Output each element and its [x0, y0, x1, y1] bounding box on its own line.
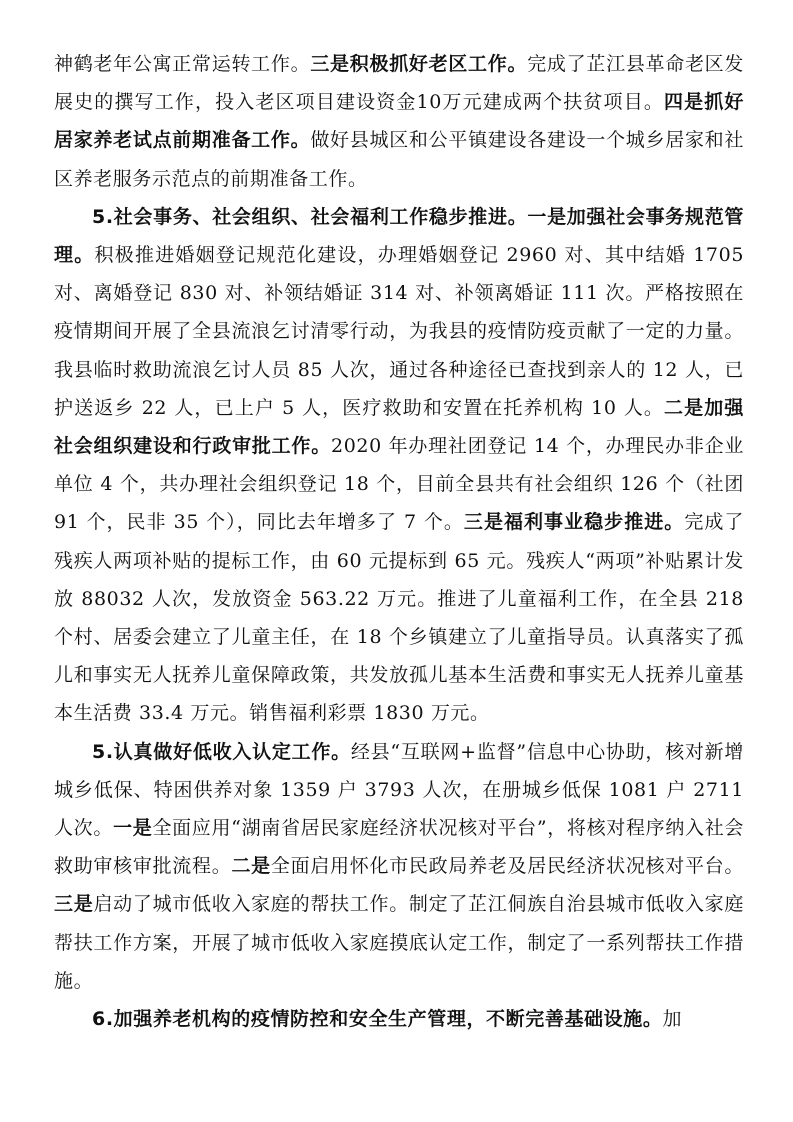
- bold-heading-run: 5.认真做好低收入认定工作。: [92, 740, 351, 763]
- bold-heading-run: 二是: [231, 855, 271, 878]
- paragraph: [54, 45, 744, 198]
- bold-heading-run: 6.加强养老机构的疫情防控和安全生产管理，不断完善基础设施。: [92, 1008, 663, 1031]
- body-text-run: 完成了残疾人两项补贴的提标工作，由 60 元提标到 65 元。残疾人“两项”补贴累计发放 88032 人次，发放资金 563.22 万元。推进了儿童福利工作，在全县 218 个村、居委会建立了儿童主任，在 18 个乡镇建立了儿童指导员。认真落实了孤儿和事实无人抚养儿童保障政策，共发放孤儿基本生活费和事实无人抚养儿童基本生活费 33.4 万元。销售福利彩票 1830 万元。: [54, 511, 744, 725]
- document-page: [54, 45, 744, 1038]
- paragraph: [54, 198, 744, 733]
- body-text-run: 启动了城市低收入家庭的帮扶工作。制定了芷江侗族自治县城市低收入家庭帮扶工作方案，开展了城市低收入家庭摸底认定工作，制定了一系列帮扶工作措施。: [54, 893, 744, 992]
- body-text-run: 加: [662, 1008, 683, 1031]
- paragraph: [54, 733, 744, 1000]
- body-text-run: 2020 年办理社团登记 14 个，办理民办非企业单位 4 个，共办理社会组织登记 18 个，目前全县共有社会组织 126 个（社团 91 个，民非 35 个），同比去年增多了 7 个。: [54, 435, 744, 534]
- body-text-run: 全面启用怀化市民政局养老及居民经济状况核对平台。: [270, 855, 745, 878]
- paragraph: [54, 1000, 744, 1038]
- body-text-run: 积极推进婚姻登记规范化建设，办理婚姻登记 2960 对、其中结婚 1705 对、离婚登记 830 对、补领结婚证 314 对、补领离婚证 111 次。严格按照在疫情期间开展了全县流浪乞讨清零行动，为我县的疫情防疫贡献了一定的力量。我县临时救助流浪乞讨人员 85 人次，通过各种途径已查找到亲人的 12 人，已护送返乡 22 人，已上户 5 人，医疗救助和安置在托养机构 10 人。: [54, 244, 745, 419]
- body-text-run: 完成了芷江县革命老区发展史的撰写工作，投入老区项目建设资金10万元建成两个扶贫项目。: [54, 53, 744, 114]
- body-text-run: 神鹤老年公寓正常运转工作。: [54, 53, 311, 75]
- body-text-run: 做好县城区和公平镇建设各建设一个城乡居家和社区养老服务示范点的前期准备工作。: [54, 129, 744, 190]
- bold-heading-run: 三是: [54, 893, 94, 916]
- bold-heading-run: 四是抓好居家养老试点前期准备工作。: [54, 91, 745, 152]
- bold-heading-run: 三是福利事业稳步推进。: [463, 511, 685, 534]
- bold-heading-run: 二是加强社会组织建设和行政审批工作。: [54, 396, 745, 458]
- body-text-run: 经县“互联网+监督”信息中心协助，核对新增城乡低保、特困供养对象 1359 户 3793 人次，在册城乡低保 1081 户 2711 人次。: [54, 740, 744, 840]
- body-text-run: 全面应用“湖南省居民家庭经济状况核对平台”，将核对程序纳入社会救助审核审批流程。: [54, 817, 744, 878]
- bold-heading-run: 5.社会事务、社会组织、社会福利工作稳步推进。: [92, 205, 528, 228]
- bold-heading-run: 一是: [113, 817, 153, 840]
- bold-heading-run: 一是加强社会事务规范管理。: [54, 205, 744, 267]
- bold-heading-run: 三是积极抓好老区工作。: [310, 53, 528, 75]
